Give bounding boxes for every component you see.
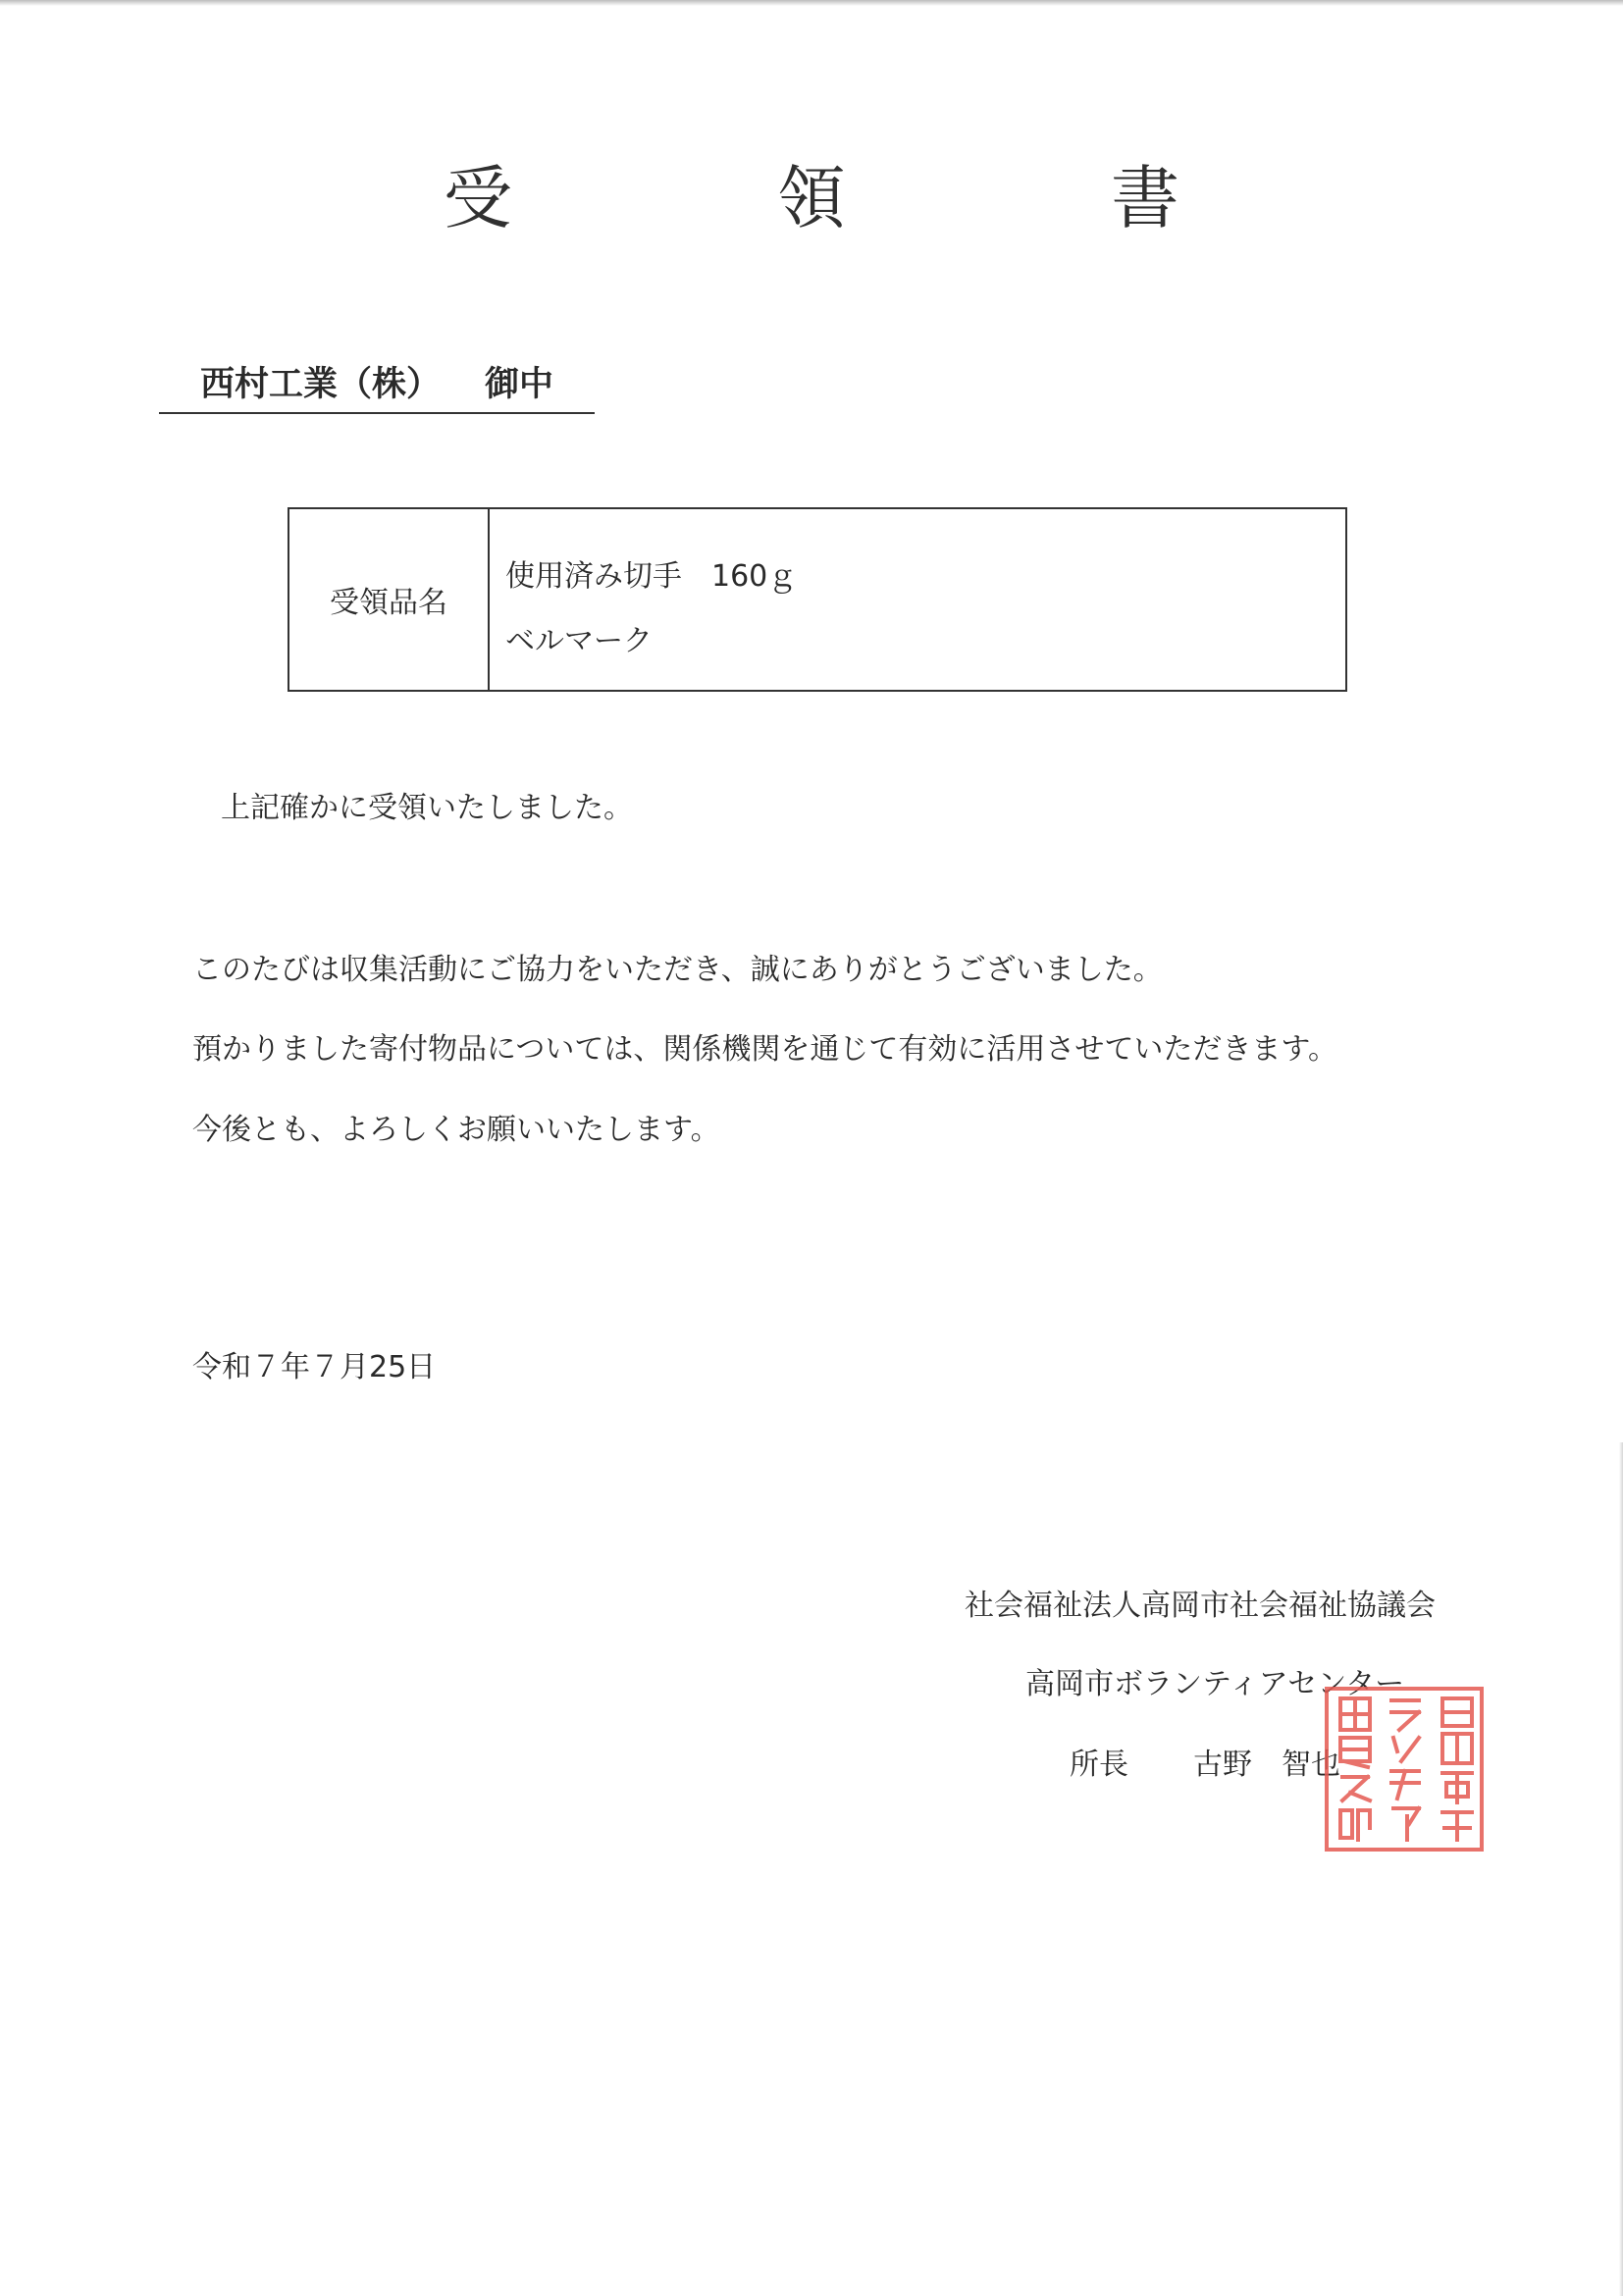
issue-date: 令和７年７月25日 [192, 1350, 437, 1384]
director-name: 古野 智也 [1193, 1748, 1340, 1782]
items-table-header: 受領品名 [289, 509, 490, 690]
sender-organization: 社会福祉法人高岡市社会福祉協議会 [965, 1589, 1436, 1623]
seal-column-middle [1391, 1700, 1419, 1840]
director-title: 所長 [1070, 1748, 1128, 1782]
sender-center: 高岡市ボランティアセンター [1025, 1667, 1405, 1701]
received-items-table [288, 507, 1347, 692]
message-line-3: 今後とも、よろしくお願いいたします。 [192, 1113, 720, 1147]
seal-column-right [1442, 1698, 1472, 1840]
seal-glyphs [1329, 1691, 1480, 1848]
message-line-2: 預かりました寄付物品については、関係機関を通じて有効に活用させていただきます。 [192, 1032, 1337, 1067]
seal-column-left [1340, 1698, 1370, 1840]
received-item-bellmark: ベルマーク [505, 624, 653, 658]
document-title: 受 領 書 [444, 158, 1278, 238]
addressee-name: 西村工業（株） [200, 365, 442, 404]
scan-edge-right [1619, 1442, 1623, 2296]
scan-edge-top [0, 0, 1623, 6]
official-seal [1325, 1687, 1484, 1852]
addressee-line [159, 363, 595, 414]
message-line-1: このたびは収集活動にご協力をいただき、誠にありがとうございました。 [192, 953, 1163, 987]
confirmation-text: 上記確かに受領いたしました。 [221, 791, 633, 825]
addressee-honorific: 御中 [485, 365, 554, 404]
received-item-stamps: 使用済み切手 160ｇ [505, 559, 798, 594]
